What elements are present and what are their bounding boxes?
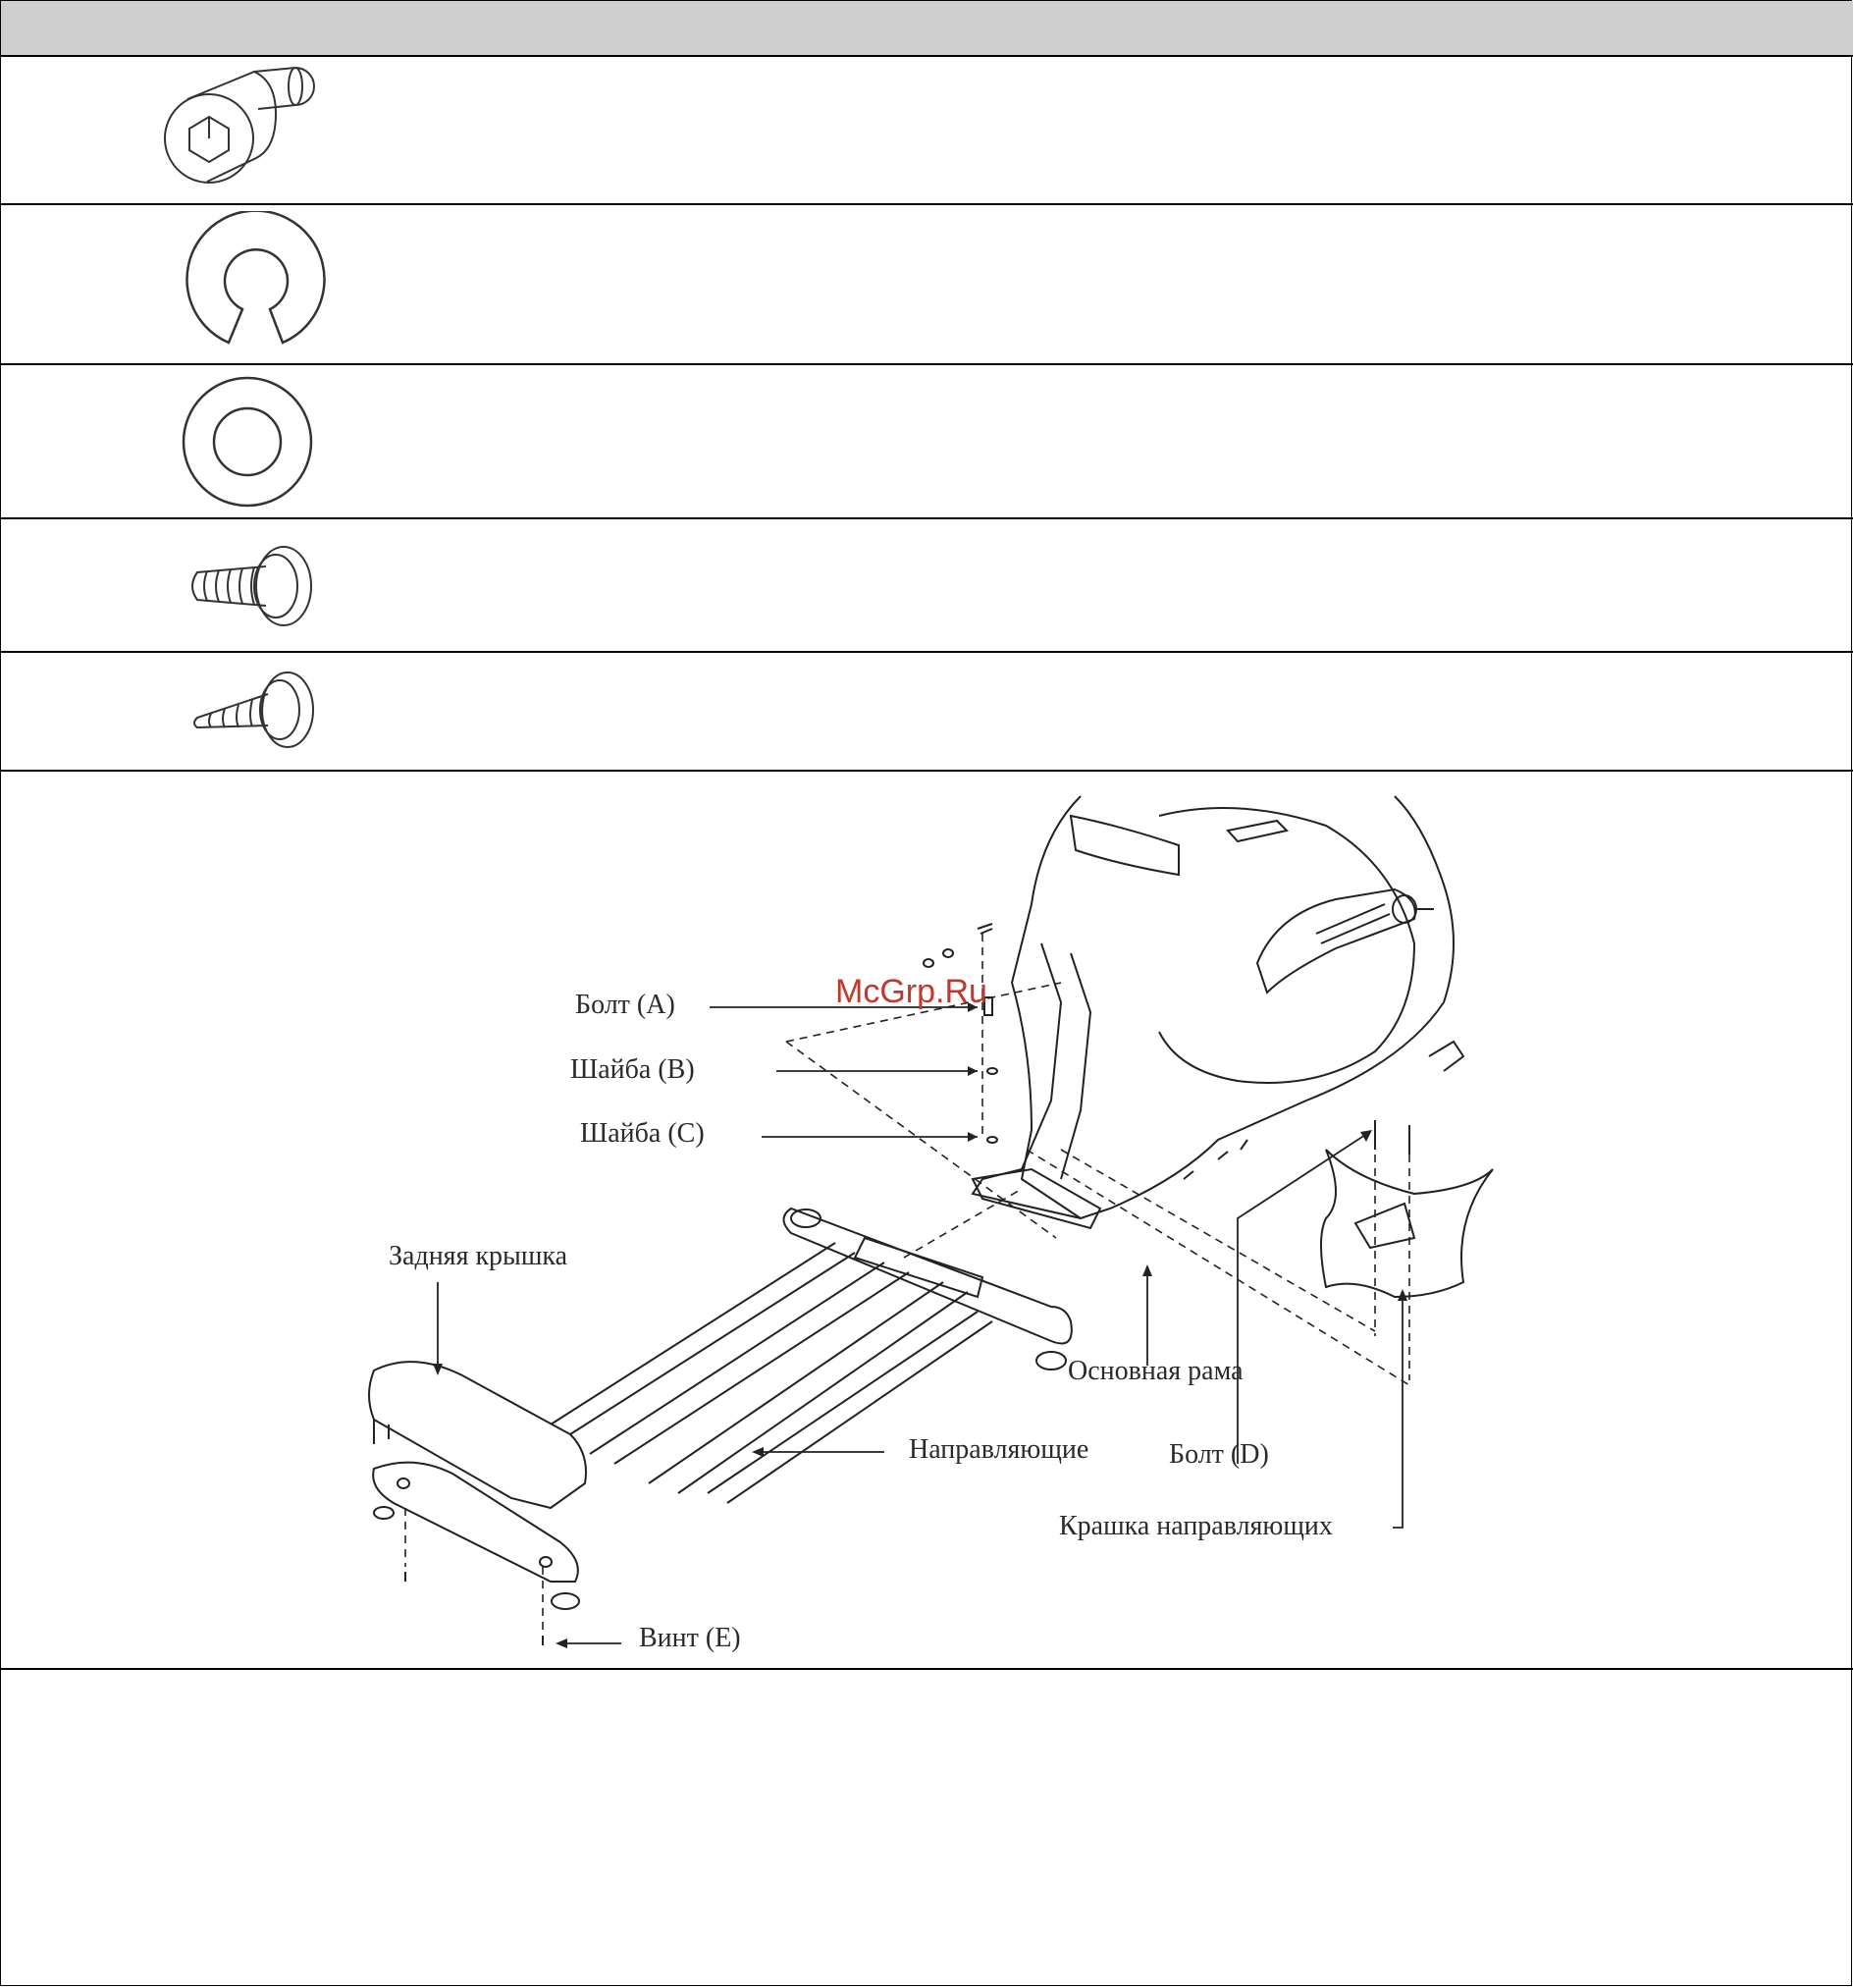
label-rails: Направляющие [909,1434,1089,1465]
assembly-drawing [1,772,1853,1670]
machine-screw-icon [178,527,374,645]
part-row-lock-washer [1,205,1853,365]
empty-bottom-row [1,1670,1853,1987]
part-row-machine-screw [1,519,1853,653]
split-lock-washer-icon [178,211,335,358]
hex-socket-bolt-icon [148,60,344,197]
label-rear-cover: Задняя крышка [389,1241,568,1271]
flat-washer-icon [169,369,326,516]
part-row-flat-washer [1,365,1853,519]
table-header-bar [1,1,1853,57]
part-row-bolt [1,57,1853,205]
part-row-tapping-screw [1,653,1853,772]
watermark: McGrp.Ru [835,973,987,1010]
label-washer-b: Шайба (B) [570,1054,695,1085]
label-main-frame: Основная рама [1068,1356,1244,1386]
label-bolt-d: Болт (D) [1169,1439,1269,1470]
assembly-diagram [1,772,1853,1670]
label-screw-e: Винт (E) [639,1623,741,1653]
label-washer-c: Шайба (C) [580,1118,705,1149]
tapping-screw-icon [178,659,374,767]
label-bolt-a: Болт (A) [575,990,675,1020]
label-rail-cover: Крашка направляющих [1059,1511,1333,1541]
